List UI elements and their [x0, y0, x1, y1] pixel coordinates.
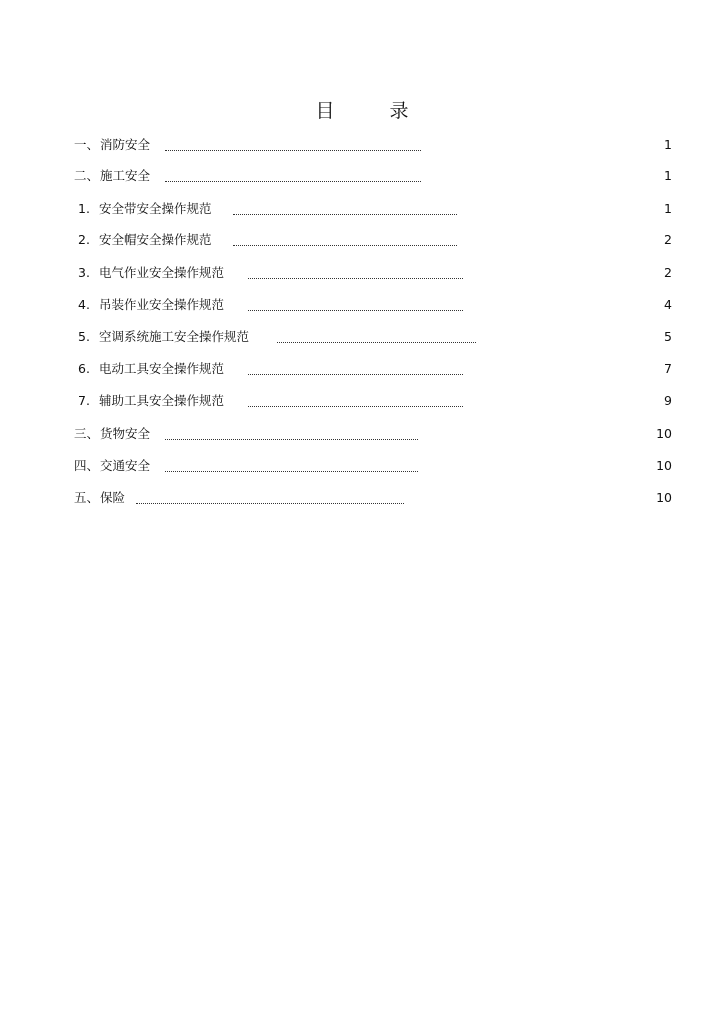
page-title: 目 录: [315, 100, 427, 122]
toc-leader-dots: [277, 332, 476, 343]
toc-entry-label: 交通安全: [100, 458, 151, 473]
toc-entry-label: 安全帽安全操作规范: [99, 232, 212, 247]
toc-entry-number: 四、: [74, 458, 100, 473]
toc-entry-label: 保险: [100, 490, 126, 505]
toc-entry-number: 4.: [78, 297, 90, 312]
toc-entry-number: 1.: [78, 201, 90, 216]
toc-entry[interactable]: [0, 264, 724, 282]
toc-entry[interactable]: [0, 425, 724, 443]
toc-entry-label: 消防安全: [100, 137, 151, 152]
toc-leader-dots: [165, 140, 421, 151]
toc-entry-number: 6.: [78, 361, 90, 376]
toc-entry-number: 五、: [74, 490, 100, 505]
toc-entry-label: 施工安全: [100, 168, 151, 183]
toc-entry-page: 1: [664, 137, 672, 152]
toc-entry[interactable]: [0, 392, 724, 410]
toc-leader-dots: [165, 429, 418, 440]
toc-entry-number: 一、: [74, 137, 100, 152]
toc-entry-page: 2: [664, 265, 672, 280]
toc-entry-page: 1: [664, 168, 672, 183]
toc-leader-dots: [165, 461, 418, 472]
toc-entry-page: 2: [664, 232, 672, 247]
toc-entry[interactable]: [0, 489, 724, 507]
toc-leader-dots: [165, 171, 421, 182]
toc-entry-page: 4: [664, 297, 672, 312]
toc-leader-dots: [248, 396, 463, 407]
toc-entry-number: 5.: [78, 329, 90, 344]
toc-entry-label: 辅助工具安全操作规范: [99, 393, 225, 408]
toc-entry-page: 5: [664, 329, 672, 344]
toc-entry-label: 安全带安全操作规范: [99, 201, 212, 216]
toc-entry-number: 7.: [78, 393, 90, 408]
toc-leader-dots: [233, 204, 457, 215]
toc-leader-dots: [248, 364, 463, 375]
toc-entry-page: 10: [656, 426, 672, 441]
toc-entry[interactable]: [0, 296, 724, 314]
toc-entry[interactable]: [0, 457, 724, 475]
toc-entry-label: 电气作业安全操作规范: [99, 265, 225, 280]
toc-entry-number: 二、: [74, 168, 100, 183]
toc-entry-label: 空调系统施工安全操作规范: [99, 329, 250, 344]
toc-entry-number: 3.: [78, 265, 90, 280]
toc-entry-page: 9: [664, 393, 672, 408]
toc-entry[interactable]: [0, 231, 724, 249]
toc-entry-number: 三、: [74, 426, 100, 441]
toc-leader-dots: [248, 300, 463, 311]
toc-leader-dots: [248, 268, 463, 279]
toc-leader-dots: [136, 493, 404, 504]
toc-entry-label: 货物安全: [100, 426, 151, 441]
toc-entry[interactable]: [0, 200, 724, 218]
toc-entry-page: 10: [656, 458, 672, 473]
toc-entry-page: 1: [664, 201, 672, 216]
toc-entry-page: 10: [656, 490, 672, 505]
toc-entry-label: 电动工具安全操作规范: [99, 361, 225, 376]
toc-entry-label: 吊装作业安全操作规范: [99, 297, 225, 312]
toc-entry[interactable]: [0, 328, 724, 346]
toc-entry-number: 2.: [78, 232, 90, 247]
toc-entry[interactable]: [0, 360, 724, 378]
toc-entry[interactable]: [0, 136, 724, 154]
toc-entry-page: 7: [664, 361, 672, 376]
toc-leader-dots: [233, 235, 457, 246]
toc-entry[interactable]: [0, 167, 724, 185]
